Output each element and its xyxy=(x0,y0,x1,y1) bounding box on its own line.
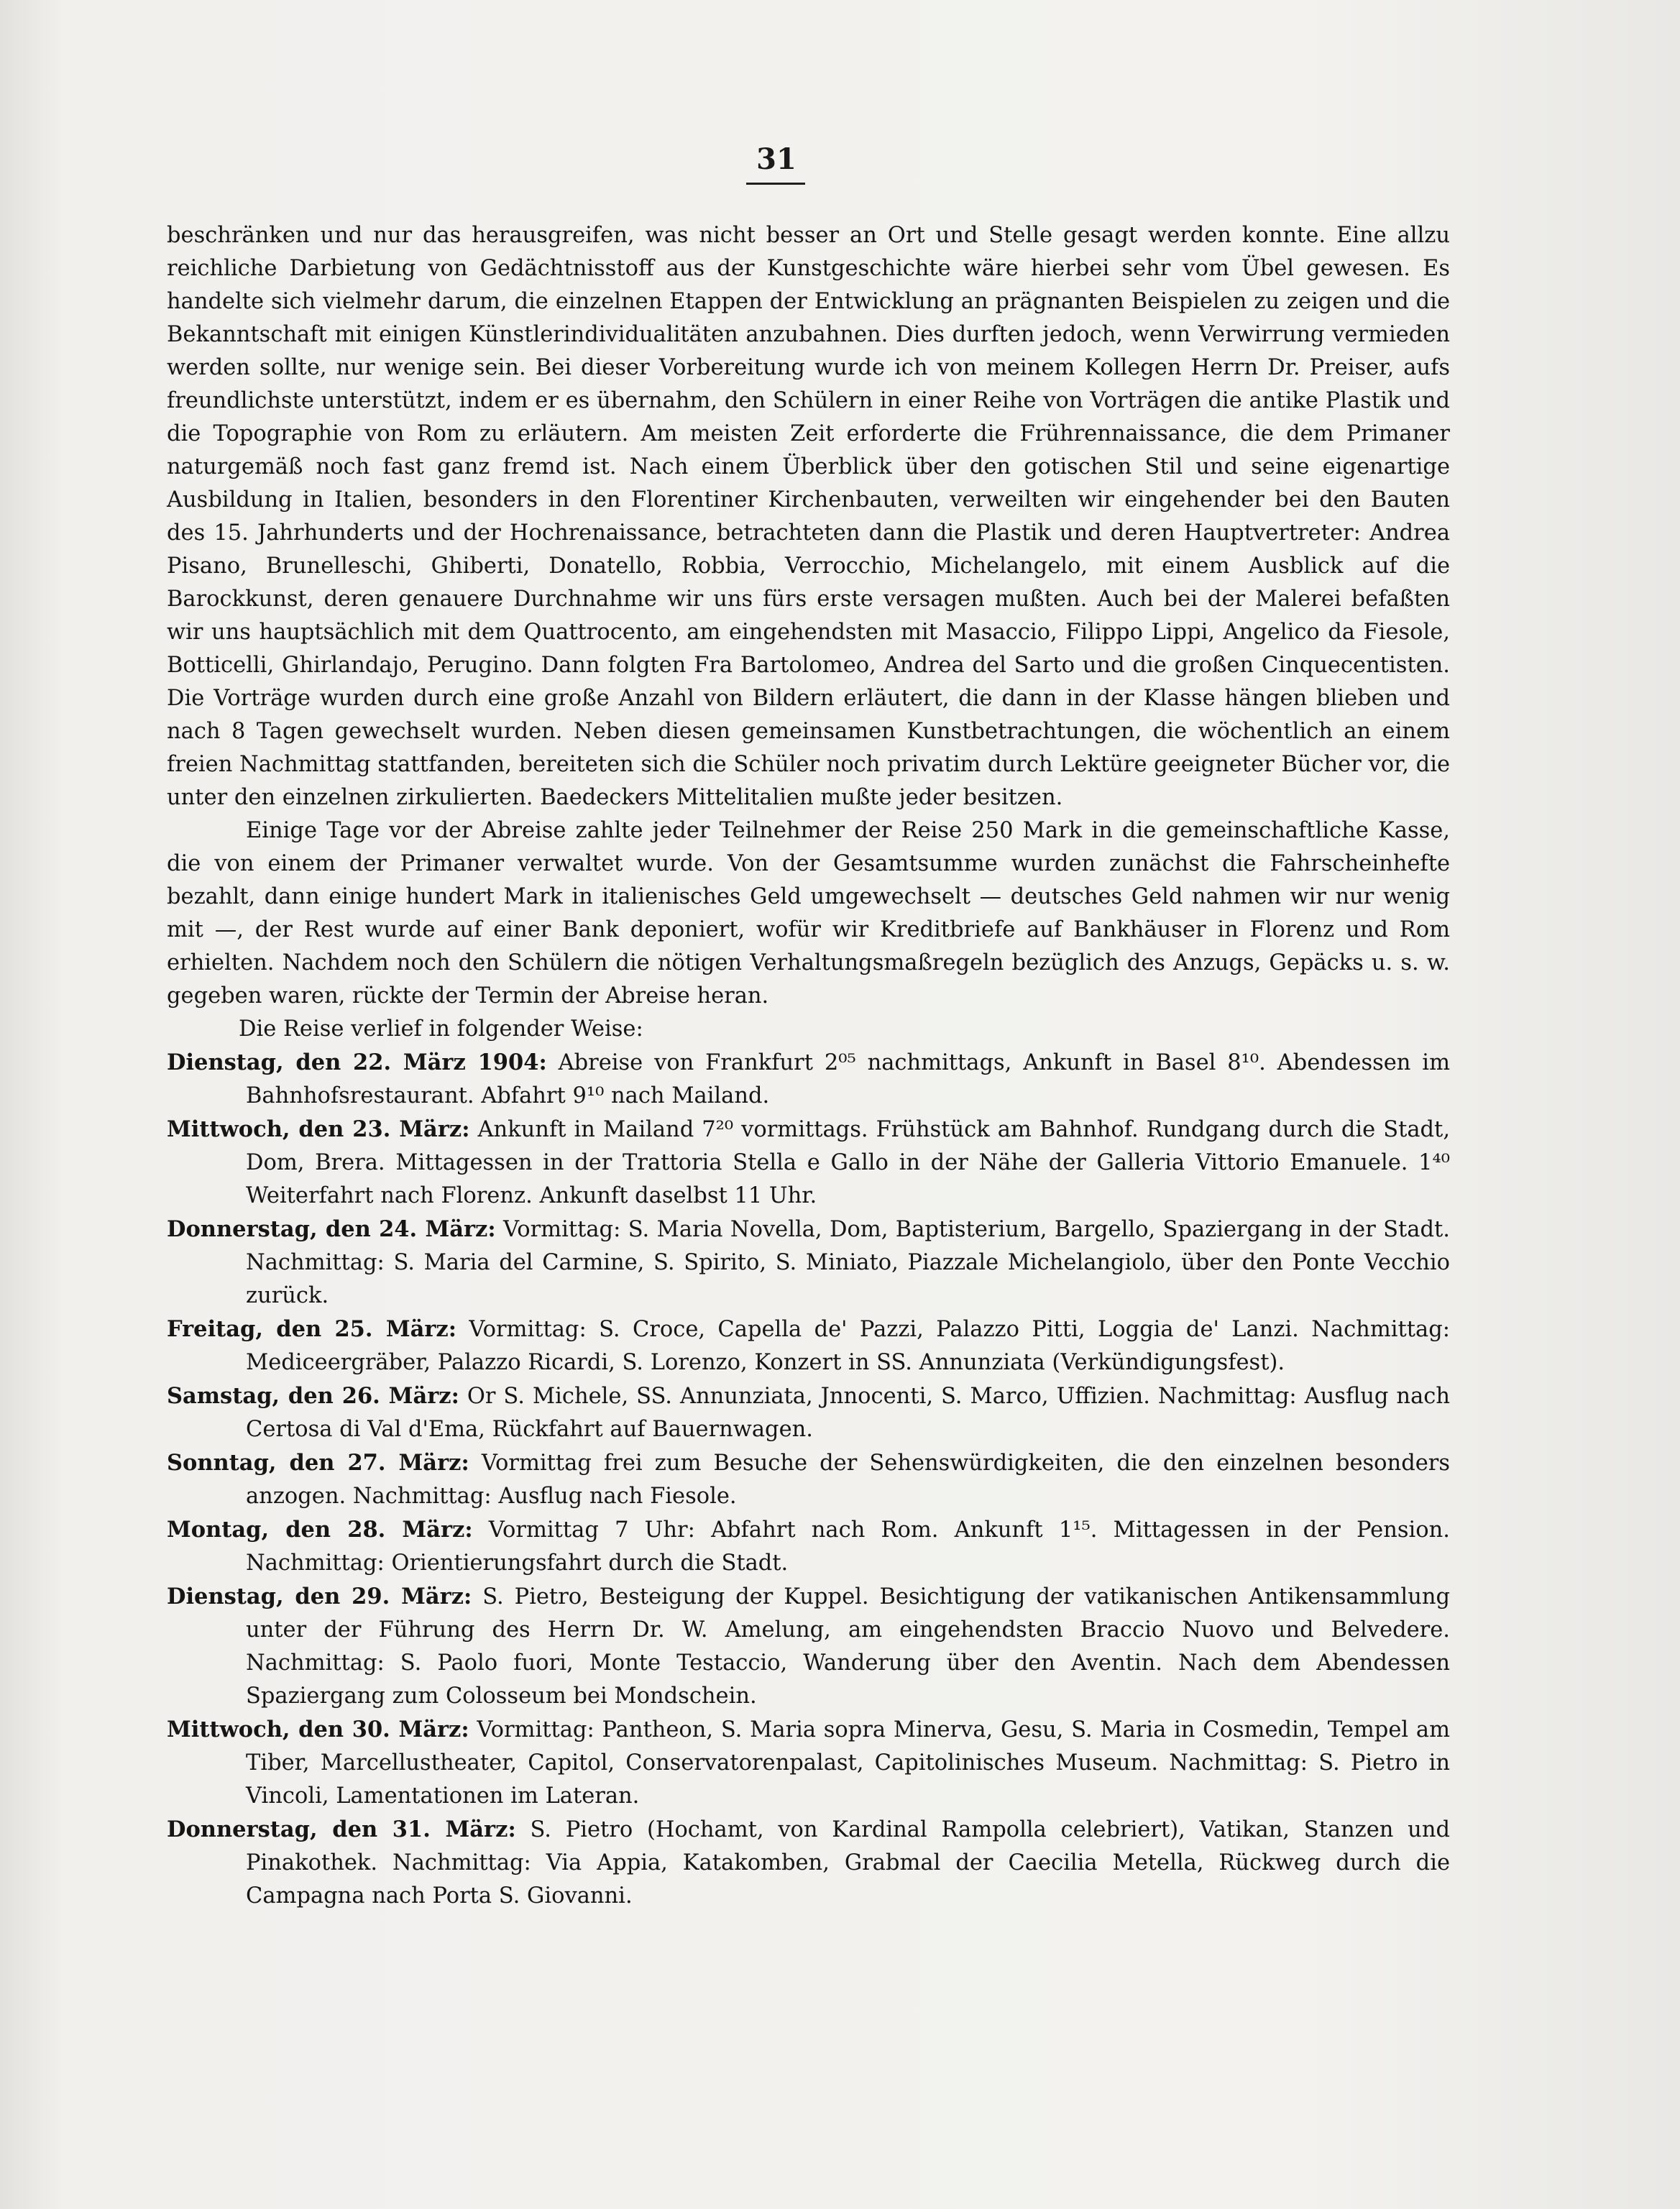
itinerary-entry xyxy=(167,1446,1450,1513)
itinerary-entry xyxy=(167,1113,1451,1213)
itinerary-text: Or S. Michele, SS. Annunziata, Jnnocenti, S. Marco, Uffizien. Nachmittag: Ausflug nach Certosa di Val d'Ema, Rückfahrt auf Bauernwagen. xyxy=(246,1384,1450,1442)
itinerary-day: Donnerstag, den 24. März: xyxy=(167,1216,496,1242)
itinerary-entry xyxy=(167,1813,1450,1913)
itinerary-text: Vormittag 7 Uhr: Abfahrt nach Rom. Ankunft 1¹⁵. Mittagessen in der Pension. Nachmittag: Orientierungsfahrt durch die Stadt. xyxy=(246,1517,1450,1576)
itinerary-entry xyxy=(167,1213,1450,1313)
itinerary-list xyxy=(167,1046,1450,1913)
page-number-rule xyxy=(746,183,805,185)
itinerary-text: Vormittag: S. Maria Novella, Dom, Baptisterium, Bargello, Spaziergang in der Stadt. Nachmittag: S. Maria del Carmine, S. Spirito, S. Miniato, Piazzale Michelangiolo, über den Ponte Vecchio zurück. xyxy=(246,1217,1450,1308)
itinerary-text: Vormittag frei zum Besuche der Sehenswürdigkeiten, die den einzelnen besonders anzogen. Nachmittag: Ausflug nach Fiesole. xyxy=(246,1451,1450,1509)
itinerary-day: Donnerstag, den 31. März: xyxy=(167,1817,516,1842)
itinerary-day: Dienstag, den 29. März: xyxy=(167,1584,472,1609)
itinerary-day: Mittwoch, den 23. März: xyxy=(167,1116,470,1142)
itinerary-day: Samstag, den 26. März: xyxy=(167,1383,459,1409)
body-text xyxy=(167,219,1450,1913)
paragraph-1: beschränken und nur das herausgreifen, was nicht besser an Ort und Stelle gesagt werden konnte. Eine allzu reichliche Darbietung von Gedächtnisstoff aus der Kunstgeschichte wäre hierbei sehr vom Übel gewesen. Es handelte sich vielmehr darum, die einzelnen Etappen der Entwicklung an prägnanten Beispielen zu zeigen und die Bekanntschaft mit einigen Künstlerindividualitäten anzubahnen. Dies durften jedoch, wenn Verwirrung vermieden werden sollte, nur wenige sein. Bei dieser Vorbereitung wurde ich von meinem Kollegen Herrn Dr. Preiser, aufs freundlichste unterstützt, indem er es übernahm, den Schülern in einer Reihe von Vorträgen die antike Plastik und die Topographie von Rom zu erläutern. Am meisten Zeit erforderte die Frührennaissance, die dem Primaner naturgemäß noch fast ganz fremd ist. Nach einem Überblick über den gotischen Stil und seine eigenartige Ausbildung in Italien, besonders in den Florentiner Kirchenbauten, verweilten wir eingehender bei den Bauten des 15. Jahrhunderts und der Hochrenaissance, betrachteten dann die Plastik und deren Hauptvertreter: Andrea Pisano, Brunelleschi, Ghiberti, Donatello, Robbia, Verrocchio, Michelangelo, mit einem Ausblick auf die Barockkunst, deren genauere Durchnahme wir uns fürs erste versagen mußten. Auch bei der Malerei befaßten wir uns hauptsächlich mit dem Quattrocento, am eingehendsten mit Masaccio, Filippo Lippi, Angelico da Fiesole, Botticelli, Ghirlandajo, Perugino. Dann folgten Fra Bartolomeo, Andrea del Sarto und die großen Cinquecentisten. Die Vorträge wurden durch eine große Anzahl von Bildern erläutert, die dann in der Klasse hängen blieben und nach 8 Tagen gewechselt wurden. Neben diesen gemeinsamen Kunstbetrachtungen, die wöchentlich an einem freien Nachmittag stattfanden, bereiteten sich die Schüler noch privatim durch Lektüre geeigneter Bücher vor, die unter den einzelnen zirkulierten. Baedeckers Mittelitalien mußte jeder besitzen. xyxy=(167,223,1451,810)
itinerary-day: Montag, den 28. März: xyxy=(167,1517,473,1543)
itinerary-text: Vormittag: S. Croce, Capella de' Pazzi, Palazzo Pitti, Loggia de' Lanzi. Nachmittag: Mediceergräber, Palazzo Ricardi, S. Lorenzo, Konzert in SS. Annunziata (Verkündigungsfest). xyxy=(246,1317,1450,1375)
paragraph-2: Einige Tage vor der Abreise zahlte jeder Teilnehmer der Reise 250 Mark in die gemeinschaftliche Kasse, die von einem der Primaner verwaltet wurde. Von der Gesamtsumme wurden zunächst die Fahrscheinhefte bezahlt, dann einige hundert Mark in italienisches Geld umgewechselt — deutsches Geld nahmen wir nur wenig mit —, der Rest wurde auf einer Bank deponiert, wofür wir Kreditbriefe auf Bankhäuser in Florenz und Rom erhielten. Nachdem noch den Schülern die nötigen Verhaltungsmaßregeln bezüglich des Anzugs, Gepäcks u. s. w. gegeben waren, rückte der Termin der Abreise heran. xyxy=(167,818,1450,1009)
itinerary-day: Freitag, den 25. März: xyxy=(167,1316,456,1342)
itinerary-day: Mittwoch, den 30. März: xyxy=(167,1717,469,1742)
itinerary-day: Dienstag, den 22. März 1904: xyxy=(167,1050,547,1075)
itinerary-entry xyxy=(167,1379,1450,1446)
itinerary-text: S. Pietro (Hochamt, von Kardinal Rampolla celebriert), Vatikan, Stanzen und Pinakothek. Nachmittag: Via Appia, Katakomben, Grabmal der Caecilia Metella, Rückweg durch die Campagna nach Porta S. Giovanni. xyxy=(246,1817,1450,1909)
page-number: 31 xyxy=(756,142,797,176)
itinerary-text: Ankunft in Mailand 7²⁰ vormittags. Frühstück am Bahnhof. Rundgang durch die Stadt, Dom, Brera. Mittagessen in der Trattoria Stella e Gallo in der Nähe der Galleria Vittorio Emanuele. 1⁴⁰ Weiterfahrt nach Florenz. Ankunft daselbst 11 Uhr. xyxy=(246,1117,1451,1208)
itinerary-entry xyxy=(167,1513,1450,1580)
itinerary-entry xyxy=(167,1313,1450,1379)
itinerary-intro: Die Reise verlief in folgender Weise: xyxy=(239,1016,643,1042)
itinerary-text: S. Pietro, Besteigung der Kuppel. Besichtigung der vatikanischen Antikensammlung unter der Führung des Herrn Dr. W. Amelung, am eingehendsten Braccio Nuovo und Belvedere. Nachmittag: S. Paolo fuori, Monte Testaccio, Wanderung über den Aventin. Nach dem Abendessen Spaziergang zum Colosseum bei Mondschein. xyxy=(246,1584,1450,1709)
itinerary-entry xyxy=(167,1046,1450,1113)
itinerary-entry xyxy=(167,1580,1450,1713)
itinerary-text: Abreise von Frankfurt 2⁰⁵ nachmittags, Ankunft in Basel 8¹⁰. Abendessen im Bahnhofsrestaurant. Abfahrt 9¹⁰ nach Mailand. xyxy=(246,1050,1450,1108)
itinerary-text: Vormittag: Pantheon, S. Maria sopra Minerva, Gesu, S. Maria in Cosmedin, Tempel am Tiber, Marcellustheater, Capitol, Conservatorenpalast, Capitolinisches Museum. Nachmittag: S. Pietro in Vincoli, Lamentationen im Lateran. xyxy=(246,1717,1450,1809)
itinerary-day: Sonntag, den 27. März: xyxy=(167,1450,469,1476)
itinerary-entry xyxy=(167,1713,1450,1813)
